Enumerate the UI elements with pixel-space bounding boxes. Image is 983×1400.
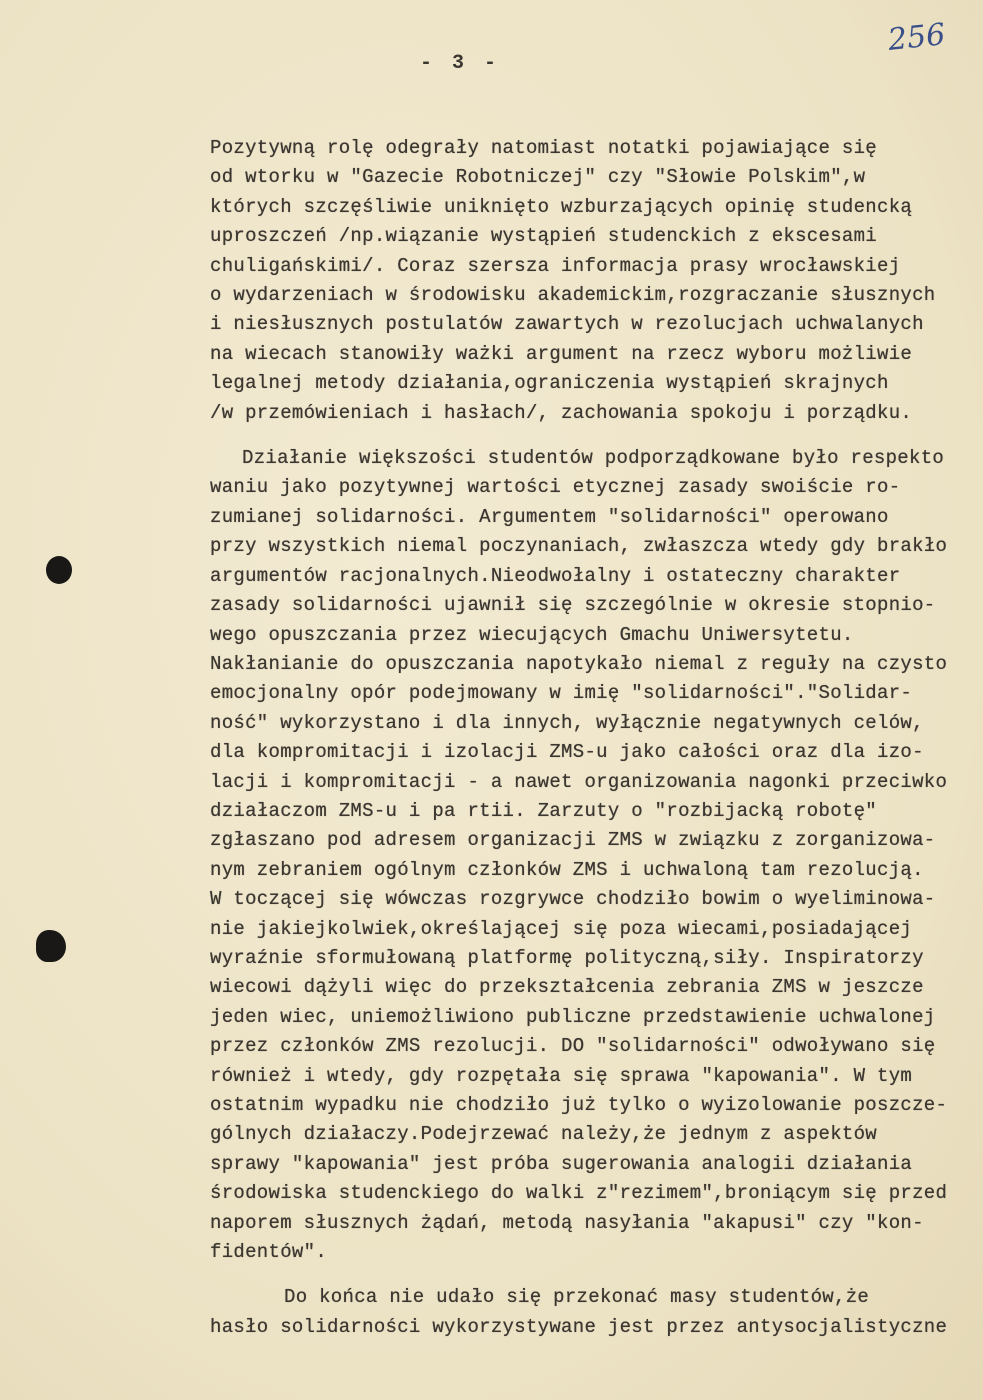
text-line: przy wszystkich niemal poczynaniach, zwłaszcza wtedy gdy brakło xyxy=(210,535,948,558)
document-body xyxy=(210,134,980,1358)
text-line: środowiska studenckiego do walki z"rezimem",broniącym się przed xyxy=(210,1182,948,1205)
text-line: Pozytywną rolę odegrały natomiast notatki pojawiające się xyxy=(210,137,878,159)
text-line: jeden wiec, uniemożliwiono publiczne przedstawienie uchwalonej xyxy=(210,1005,936,1028)
text-line: lacji i kompromitacji - a nawet organizowania nagonki przeciwko xyxy=(210,770,948,793)
punch-hole-mark xyxy=(36,930,66,962)
text-line: legalnej metody działania,ograniczenia wystąpień skrajnych xyxy=(210,372,889,395)
text-line: naporem słusznych żądań, metodą nasyłania "akapusi" czy "kon- xyxy=(210,1211,924,1234)
text-line: od wtorku w "Gazecie Robotniczej" czy "Słowie Polskim",w xyxy=(210,166,866,189)
text-line: Do końca nie udało się przekonać masy studentów,że xyxy=(284,1286,870,1309)
text-line: Działanie większości studentów podporządkowane było respekto xyxy=(242,447,945,470)
text-line: wego opuszczania przez wiecujących Gmachu Uniwersytetu. xyxy=(210,623,854,646)
text-line: ostatnim wypadku nie chodziło już tylko o wyizolowanie poszcze- xyxy=(210,1094,948,1116)
paragraph xyxy=(210,444,980,1267)
text-line: o wydarzeniach w środowisku akademickim,rozgraczanie słusznych xyxy=(210,284,936,307)
text-line: sprawy "kapowania" jest próba sugerowania analogii działania xyxy=(210,1152,913,1175)
text-line: przez członków ZMS rezolucji. DO "solidarności" odwoływano się xyxy=(210,1035,936,1058)
text-line: hasło solidarności wykorzystywane jest przez antysocjalistyczne xyxy=(210,1315,948,1338)
text-line: waniu jako pozytywnej wartości etycznej zasady swoiście ro- xyxy=(210,476,901,499)
text-line: emocjonalny opór podejmowany w imię "solidarności"."Solidar- xyxy=(210,682,913,705)
text-line: wyraźnie sformułowaną platformę polityczną,siły. Inspiratorzy xyxy=(210,946,924,969)
text-line: Nakłanianie do opuszczania napotykało niemal z reguły na czysto xyxy=(210,652,948,675)
text-line: nym zebraniem ogólnym członków ZMS i uchwaloną tam rezolucją. xyxy=(210,858,924,881)
page-number: - 3 - xyxy=(420,52,501,75)
handwritten-folio-number: 256 xyxy=(886,17,947,58)
text-line: dla kompromitacji i izolacji ZMS-u jako całości oraz dla izo- xyxy=(210,741,924,764)
text-line: zgłaszano pod adresem organizacji ZMS w związku z zorganizowa- xyxy=(210,829,936,852)
text-line: /w przemówieniach i hasłach/, zachowania spokoju i porządku. xyxy=(210,401,913,424)
text-line: ność" wykorzystano i dla innych, wyłącznie negatywnych celów, xyxy=(210,711,924,734)
punch-hole-mark xyxy=(46,556,72,584)
paragraph xyxy=(210,134,980,428)
text-line: chuligańskimi/. Coraz szersza informacja prasy wrocławskiej xyxy=(210,254,901,277)
text-line: zumianej solidarności. Argumentem "solidarności" operowano xyxy=(210,505,889,528)
text-line: działaczom ZMS-u i pa rtii. Zarzuty o "rozbijacką robotę" xyxy=(210,799,878,822)
text-line: gólnych działaczy.Podejrzewać należy,że jednym z aspektów xyxy=(210,1123,878,1146)
text-line: fidentów". xyxy=(210,1241,328,1264)
text-line: argumentów racjonalnych.Nieodwołalny i ostateczny charakter xyxy=(210,564,901,587)
text-line: i niesłusznych postulatów zawartych w rezolucjach uchwalanych xyxy=(210,313,924,336)
text-line: nie jakiejkolwiek,określającej się poza wiecami,posiadającej xyxy=(210,917,913,940)
text-line: uproszczeń /np.wiązanie wystąpień studenckich z ekscesami xyxy=(210,225,878,248)
text-line: których szczęśliwie uniknięto wzburzających opinię studencką xyxy=(210,195,913,218)
paragraph xyxy=(210,1283,980,1342)
text-line: na wiecach stanowiły ważki argument na rzecz wyboru możliwie xyxy=(210,342,913,365)
text-line: zasady solidarności ujawnił się szczególnie w okresie stopnio- xyxy=(210,594,936,617)
text-line: również i wtedy, gdy rozpętała się sprawa "kapowania". W tym xyxy=(210,1064,913,1087)
text-line: W toczącej się wówczas rozgrywce chodziło bowim o wyeliminowa- xyxy=(210,888,936,911)
text-line: wiecowi dążyli więc do przekształcenia zebrania ZMS w jeszcze xyxy=(210,976,924,999)
